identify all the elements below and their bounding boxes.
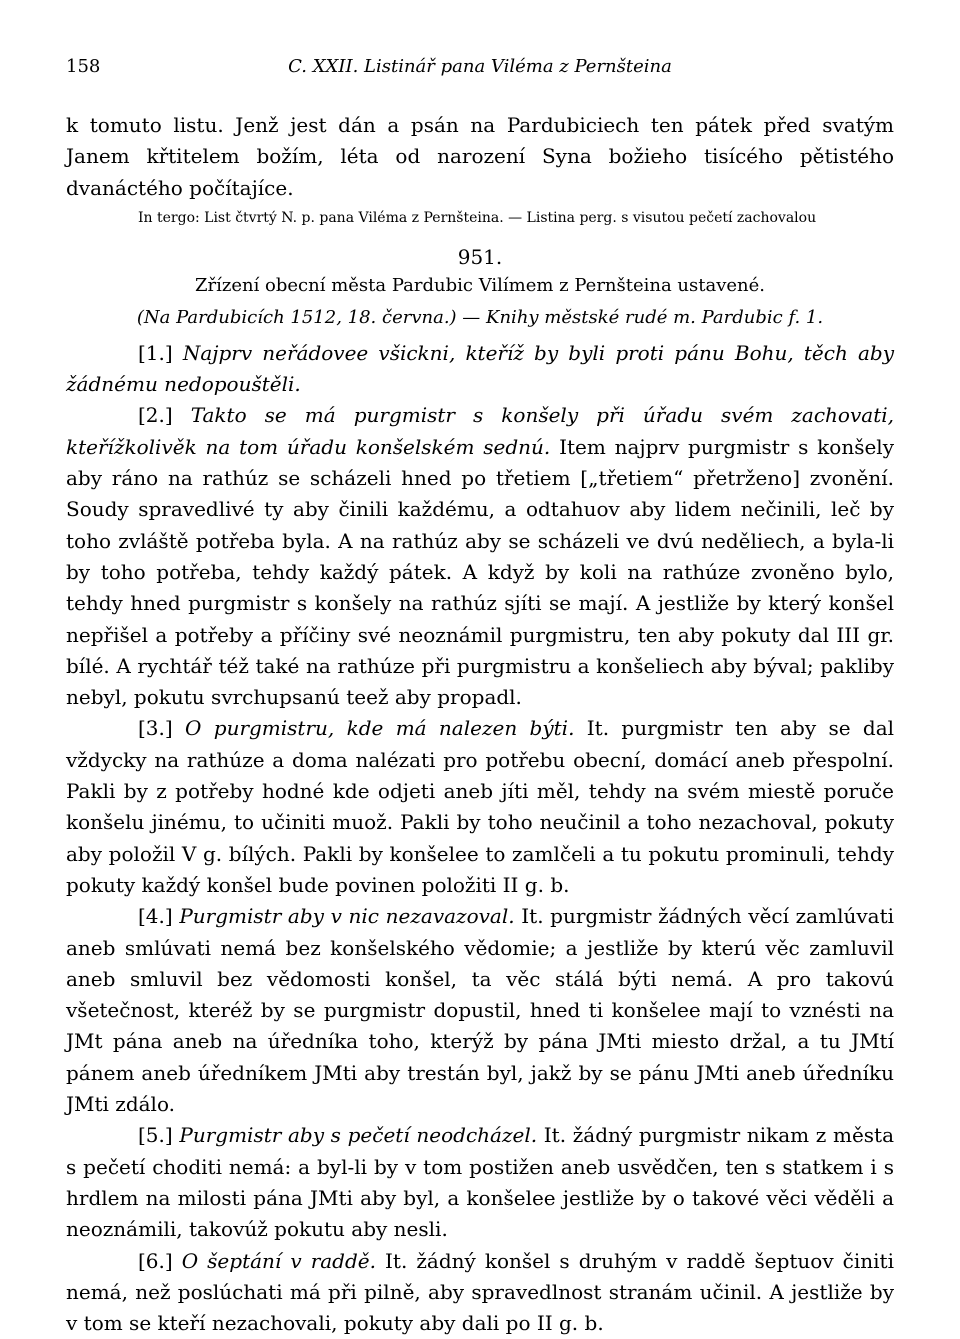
page-number: 158 [66, 56, 100, 77]
document-number: 951. [66, 242, 894, 272]
document-source: (Na Pardubicích 1512, 18. června.) — Knihy městské rudé m. Pardubic f. 1. [66, 304, 894, 332]
article-number: [4.] [138, 904, 173, 928]
article-number: [5.] [138, 1123, 173, 1147]
article-text: Item najprv purgmistr s konšely aby ráno na rathúz se scházeli hned po třetiem [„třetiem“ přetrženo] zvonění. Soudy spravedlivé ty aby činili každému, a odtahuov aby lidem nečinili, leč by toho zvláště potřeba byla. A na rathúz aby se scházeli ve dvú neděliech, a byla-li by toho potřeba, tehdy každý pátek. A když by koli na rathúze zvoněno bylo, tehdy hned purgmistr s konšely na rathúz sjíti se mají. A jestliže by který konšel nepřišel a potřeby a příčiny své neoznámil purgmistru, ten aby pokuty dal III gr. bílé. A rychtář též také na rathúze při purgmistru a konšeliech aby býval; pakliby nebyl, pokutu svrchupsanú teež aby propadl. [66, 435, 894, 709]
article-rubric: Najprv neřádovee všickni, kteříž by byli proti pánu Bohu, těch aby žádnému nedopouštěli. [66, 341, 894, 396]
article-rubric: Purgmistr aby v nic nezavazoval. [179, 904, 514, 928]
article-rubric: Takto se má purgmistr s konšely při úřadu svém zachovati, kteřížkolivěk na tom úřadu konšelském sednú. [66, 403, 894, 458]
article-text: It. žádný konšel s druhým v raddě šeptuov činiti nemá, než poslúchati má při pilně, aby spravedlnost stranám učinil. A jestliže by v tom se kteří nezachovali, pokuty aby dali po II g. b. [66, 1249, 894, 1336]
article-paragraph [66, 1120, 894, 1245]
article-paragraph [66, 901, 894, 1120]
article-paragraph [66, 338, 894, 401]
opening-paragraph: k tomuto listu. Jenž jest dán a psán na Pardubiciech ten pátek před svatým Janem křtitelem božím, léta od narození Syna božieho tisícého pětistého dvanáctého počítajíce. [66, 110, 894, 204]
running-title: C. XXII. Listinář pana Viléma z Pernšteina [66, 56, 894, 77]
article-rubric: O šeptání v raddě. [182, 1249, 376, 1273]
article-rubric: Purgmistr aby s pečetí neodcházel. [179, 1123, 537, 1147]
article-number: [6.] [138, 1249, 173, 1273]
article-text: It. purgmistr žádných věcí zamlúvati aneb smlúvati nemá bez konšelského vědomie; a jestliže by kterú věc zamluvil aneb smluvil bez vědomosti konšel, ta věc stálá býti nemá. A pro takovú všetečnost, kteréž by se purgmistr dopustil, hned ti konšelee mají to vznésti na JMt pána aneb na úředníka toho, kterýž by pána JMti miesto držal, a tu JMtí pánem aneb úředníkem JMti aby trestán byl, jakž by se pánu JMti aneb úředníku JMti zdálo. [66, 904, 894, 1116]
article-number: [3.] [138, 716, 173, 740]
article-text: It. purgmistr ten aby se dal vždycky na rathúze a doma nalézati pro potřebu obecní, domácí aneb přespolní. Pakli by z potřeby hodné kde odjeti aneb jíti měl, tehdy na svém miestě poruče konšelu jinému, to učiniti muož. Pakli by toho neučinil a toho nezachoval, pokuty aby položil V g. bílých. Pakli by konšelee to zamlčeli a tu pokutu prominuli, tehdy pokuty každý konšel bude povinen položiti II g. b. [66, 716, 894, 896]
page-header [66, 56, 894, 86]
article-paragraph [66, 1246, 894, 1339]
article-text: It. žádný purgmistr nikam z města s pečetí choditi nemá: a byl-li by v tom postižen aneb usvědčen, ten s statkem i s hrdlem na milosti pána JMti aby byl, a konšelee jestliže by o takové věci věděli a neoznámili, takovúž pokutu aby nesli. [66, 1123, 894, 1241]
article-number: [1.] [138, 341, 173, 365]
document-title: Zřízení obecní města Pardubic Vilímem z Pernšteina ustavené. [66, 272, 894, 300]
article-paragraph [66, 713, 894, 901]
article-rubric: O purgmistru, kde má nalezen býti. [185, 716, 574, 740]
tergo-note: In tergo: List čtvrtý N. p. pana Viléma z Pernšteina. — Listina perg. s visutou pečetí zachovalou [138, 208, 894, 228]
article-paragraph [66, 400, 894, 713]
article-number: [2.] [138, 403, 173, 427]
